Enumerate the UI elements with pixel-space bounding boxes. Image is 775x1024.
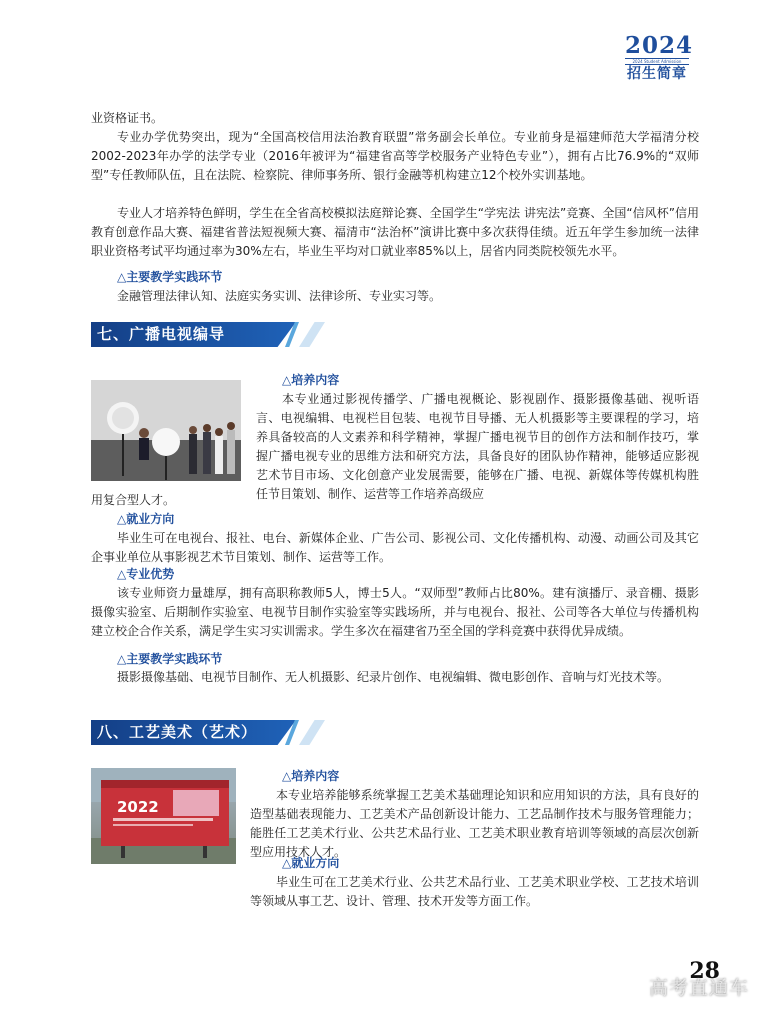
law-para-1: 专业办学优势突出，现为“全国高校信用法治教育联盟”常务副会长单位。专业前身是福建师范大学福清分校2002-2023年办学的法学专业（2016年被评为“福建省高等学校服务产业特色专业”），拥有占比76.9%的“双师型”专任教师队伍，且在法院、检察院、律师事务所、银行金融等机构建立12个校外实训基地。 <box>91 130 699 182</box>
page-number: 28 <box>689 958 720 984</box>
section-7-banner <box>91 322 331 347</box>
logo-year: 2024 <box>625 32 694 59</box>
logo-subtitle: 2024 Student Admission <box>625 58 689 65</box>
s7-train-text: 本专业通过影视传播学、广播电视概论、影视剧作、摄影摄像基础、视听语言、电视编辑、电视栏目包装、电视节目导播、无人机摄影等主要课程的学习，培养具备较高的人文素养和科学精神，掌握广播电视节目的创作方法和制作技巧，掌握广播电视专业的思维方法和研究方法，具备良好的团队协作精神，能够适应影视艺术节目市场、文化创意产业发展需要，能够在广播、电视、新媒体等传媒机构胜任节目策划、制作、运营等工作培养高级应 <box>256 392 699 501</box>
exhibition-banner-year: 2022 <box>117 798 159 816</box>
s7-practice-text: 摄影摄像基础、电视节目制作、无人机摄影、纪录片创作、电视编辑、微电影创作、音响与灯光技术等。 <box>117 670 670 684</box>
brochure-logo <box>625 32 694 83</box>
section-8-banner <box>91 720 331 745</box>
s7-practice-heading: △主要教学实践环节 <box>117 652 223 666</box>
s7-career-text: 毕业生可在电视台、报社、电台、新媒体企业、广告公司、影视公司、文化传播机构、动漫、动画公司及其它企事业单位从事影视艺术节目策划、制作、运营等工作。 <box>91 531 699 564</box>
s8-train-heading: △培养内容 <box>282 769 340 783</box>
law-para-2: 专业人才培养特色鲜明，学生在全省高校模拟法庭辩论赛、全国学生“学宪法 讲宪法”竞赛、全国“信风杯”信用教育创意作品大赛、福建省普法短视频大赛、福清市“法治杯”演讲比赛中多次获得佳绩。近五年学生参加统一法律职业资格考试平均通过率为30%左右，毕业生平均对口就业率85%以上，居省内同类院校领先水平。 <box>91 206 699 258</box>
law-para-0: 业资格证书。 <box>91 111 164 125</box>
s7-train-heading: △培养内容 <box>282 373 340 387</box>
s8-train-text: 本专业培养能够系统掌握工艺美术基础理论知识和应用知识的方法，具有良好的造型基础表现能力、工艺美术产品创新设计能力、工艺品制作技术与服务管理能力；能胜任工艺美术行业、公共艺术品行业、工艺美术职业教育培训等领域的高层次创新型应用技术人才。 <box>250 788 699 859</box>
s7-adv-heading: △专业优势 <box>117 567 175 581</box>
law-practice-heading: △主要教学实践环节 <box>117 270 223 284</box>
s7-career-heading: △就业方向 <box>117 512 175 526</box>
s8-career-heading: △就业方向 <box>282 856 340 870</box>
logo-title: 招生简章 <box>627 66 687 82</box>
section-8-title: 八、工艺美术（艺术） <box>97 723 258 741</box>
law-practice-text: 金融管理法律认知、法庭实务实训、法律诊所、专业实习等。 <box>117 289 442 303</box>
watermark-text: 高考直通车 <box>648 977 749 999</box>
studio-photo <box>91 380 241 481</box>
s8-career-text: 毕业生可在工艺美术行业、公共艺术品行业、工艺美术职业学校、工艺技术培训等领域从事工艺、设计、管理、技术开发等方面工作。 <box>250 875 699 908</box>
s7-train-text-tail: 用复合型人才。 <box>91 493 176 507</box>
s7-adv-text: 该专业师资力量雄厚，拥有高职称教师5人，博士5人。“双师型”教师占比80%。建有演播厅、录音棚、摄影摄像实验室、后期制作实验室、电视节目制作实验室等实践场所，并与电视台、报社、公司等各大单位与传播机构建立校企合作关系，满足学生实习实训需求。学生多次在福建省乃至全国的学科竞赛中获得优异成绩。 <box>91 586 699 638</box>
exhibition-photo <box>91 768 236 864</box>
section-7-title: 七、广播电视编导 <box>97 325 226 343</box>
